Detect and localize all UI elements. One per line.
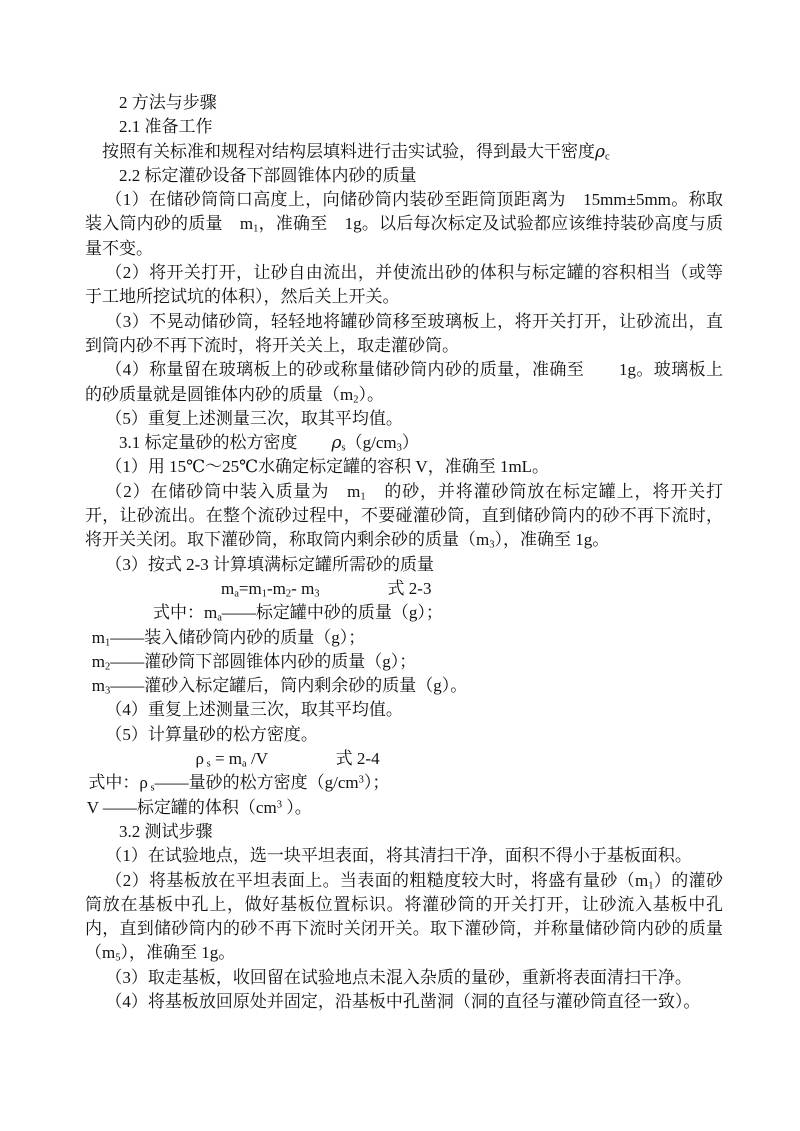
text-run: 的砂，并将灌砂筒放在标定罐上，将开关打开，让砂流出。在整个流砂过程中，不要碰灌砂筒，直到储砂筒内的砂不再下流时，将开关关闭。取下灌砂筒，称取筒内剩余砂的质量（m: [85, 481, 723, 550]
text-run: s: [341, 442, 346, 454]
text-run: /V 式 2-4: [246, 749, 380, 769]
text-run: 3.2 测试步骤: [119, 821, 213, 841]
text-run: ——灌砂筒下部圆锥体内砂的质量（g）；: [110, 651, 417, 671]
text-run: （2）在储砂筒中装入质量为 m: [105, 481, 361, 501]
text-run: 5: [115, 953, 121, 965]
text-run: ）。: [281, 797, 312, 817]
text-run: s: [203, 758, 211, 770]
text-run: - m: [291, 578, 315, 598]
heading-section-2: [85, 91, 723, 115]
where-v: [85, 796, 723, 820]
text-run: ——标定罐中砂的质量（g）；: [221, 603, 443, 623]
text-run: ）: [401, 433, 419, 453]
text-run: ρ: [331, 433, 342, 454]
step-3-1-4: [85, 698, 723, 722]
step-3-2-2: [85, 869, 723, 966]
text-run: ）。: [358, 384, 384, 404]
text-run: （3）按式 2-3 计算填满标定罐所需砂的质量: [105, 554, 435, 574]
step-3-2-3: [85, 966, 723, 990]
text-run: （5）计算量砂的松方密度。: [105, 724, 318, 744]
text-run: ——装入储砂筒内砂的质量（g）；: [110, 627, 366, 647]
text-run: （3）取走基板，收回留在试验地点未混入杂质的量砂，重新将表面清扫干净。: [105, 967, 692, 987]
heading-3-2: [85, 820, 723, 844]
step-2-2-5: [85, 407, 723, 431]
text-run: （1）用 15℃～25℃水确定标定罐的容积 V，准确至 1mL。: [105, 457, 550, 477]
text-run: 3: [358, 775, 364, 787]
text-run: 3: [489, 539, 495, 551]
text-run: （g/cm: [345, 433, 397, 453]
text-run: 2: [353, 394, 359, 406]
text-run: =m: [238, 578, 262, 598]
text-run: （4）将基板放回原处并固定，沿基板中孔凿洞（洞的直径与灌砂筒直径一致）。: [105, 991, 701, 1011]
text-run: V ——标定罐的体积（cm: [86, 797, 277, 817]
text-run: ，准确至 1g。以后每次标定及试验都应该维持装砂高度与质量不变。: [85, 214, 723, 258]
text-run: 式中：m: [153, 603, 218, 623]
heading-2-1: [85, 115, 723, 139]
text-run: ——灌砂入标定罐后，筒内剩余砂的质量（g）。: [110, 676, 468, 696]
text-run: 2: [285, 588, 292, 600]
where-m2: [85, 650, 723, 674]
text-run: 3: [276, 799, 282, 811]
text-run: -m: [267, 578, 286, 598]
text-run: m: [91, 651, 106, 671]
step-2-2-1: [85, 188, 723, 261]
where-m3: [85, 674, 723, 698]
text-run: ——量砂的松方密度（g/cm: [154, 773, 359, 793]
text-run: ），准确至 1g。: [120, 943, 236, 963]
formula-2-4: [85, 747, 723, 771]
text-run: ρ: [195, 749, 204, 769]
step-3-1-2: [85, 480, 723, 553]
text-run: 3: [314, 588, 320, 600]
text-run: 3.1 标定量砂的松方密度: [119, 433, 332, 453]
text-run: （1）在试验地点，选一块平坦表面，将其清扫干净，面积不得小于基板面积。: [105, 846, 692, 866]
where-rho-s: [85, 771, 723, 795]
heading-3-1: [85, 431, 723, 455]
text-run: 2: [105, 661, 111, 673]
where-ma: [85, 601, 723, 625]
text-run: a: [234, 588, 239, 600]
text-run: ）的灌砂筒放在基板中孔上，做好基板位置标识。将灌砂筒的开关打开，让砂流入基板中孔内，直到储砂筒内的砂不再下流时关闭开关。取下灌砂筒，并称量储砂筒内砂的质量（m: [85, 870, 723, 963]
step-3-1-1: [85, 455, 723, 479]
step-2-2-3: [85, 310, 723, 359]
step-3-2-1: [85, 844, 723, 868]
text-run: 1: [648, 880, 654, 892]
step-3-1-3: [85, 553, 723, 577]
text-run: （2）将开关打开，让砂自由流出，并使流出砂的体积与标定罐的容积相当（或等于工地所挖试坑的体积），然后关上开关。: [85, 263, 723, 307]
step-2-2-4: [85, 358, 723, 407]
text-run: = m: [210, 749, 243, 769]
text-run: 3: [105, 685, 111, 697]
text-run: 2.1 准备工作: [119, 117, 213, 137]
text-run: m: [91, 627, 106, 647]
heading-2-2: [85, 164, 723, 188]
text-run: 式 2-3: [319, 578, 432, 598]
text-run: c: [605, 151, 610, 163]
text-run: 式中：ρ: [88, 773, 148, 793]
text-run: 1: [261, 588, 267, 600]
text-run: （2）将基板放在平坦表面上。当表面的粗糙度较大时，将盛有量砂（m: [105, 870, 649, 890]
text-run: 3: [396, 442, 402, 454]
text-run: 2 方法与步骤: [119, 93, 217, 112]
text-run: m: [91, 676, 106, 696]
text-run: （3）不晃动储砂筒，轻轻地将罐砂筒移至玻璃板上，将开关打开，让砂流出，直到筒内砂不再下流时，将开关关上，取走灌砂筒。: [85, 311, 723, 355]
formula-2-3: [85, 577, 723, 601]
text-run: （5）重复上述测量三次，取其平均值。: [105, 408, 403, 428]
text-run: 1: [105, 637, 111, 649]
text-run: 1: [253, 224, 259, 236]
step-3-2-4: [85, 990, 723, 1014]
text-run: 1: [360, 491, 366, 503]
text-run: （4）重复上述测量三次，取其平均值。: [105, 700, 403, 720]
step-3-1-5: [85, 723, 723, 747]
text-run: （4）称量留在玻璃板上的砂或称量储砂筒内砂的质量，准确至 1g。玻璃板上的砂质量就是圆锥体内砂的质量（m: [85, 360, 723, 404]
text-run: s: [147, 782, 155, 794]
para-preparation: [85, 140, 723, 164]
text-run: ρ: [595, 141, 605, 162]
text-run: a: [242, 758, 247, 770]
where-m1: [85, 626, 723, 650]
step-2-2-2: [85, 261, 723, 310]
text-run: a: [217, 612, 222, 624]
text-run: ），准确至 1g。: [494, 530, 610, 550]
text-run: m: [221, 578, 235, 598]
text-run: 按照有关标准和规程对结构层填料进行击实试验，得到最大干密度: [102, 141, 595, 161]
text-run: （1）在储砂筒筒口高度上，向储砂筒内装砂至距筒顶距离为 15mm±5mm。称取装入筒内砂的质量 m: [85, 190, 723, 234]
text-run: 2.2 标定灌砂设备下部圆锥体内砂的质量: [119, 165, 417, 185]
text-run: ）；: [363, 773, 390, 793]
